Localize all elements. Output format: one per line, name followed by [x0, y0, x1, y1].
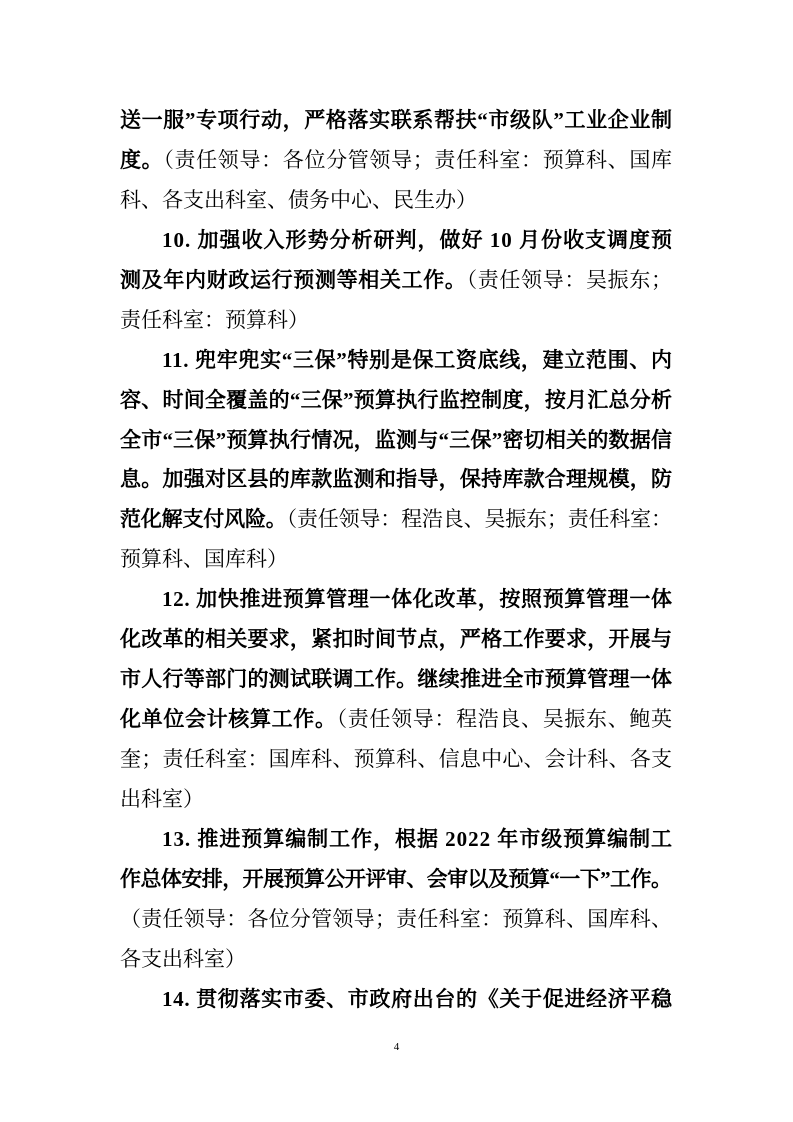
item-10-paragraph [120, 221, 672, 341]
line-content [120, 301, 309, 341]
line-content [162, 341, 673, 381]
line-content [120, 660, 672, 700]
text-line [120, 540, 672, 580]
responsibility-text: 责任科室：预算科） [120, 307, 309, 332]
text-line [120, 261, 672, 301]
text-line [120, 421, 672, 461]
task-text: 息。加强对区县的库款监测和指导，保持库款合理规模，防 [120, 467, 673, 492]
task-text: 10. 加强收入形势分析研判，做好 10 月份收支调度预 [162, 227, 673, 252]
responsibility-text: 预算科、国库科） [120, 547, 288, 572]
task-text: 化改革的相关要求，紧扣时间节点，严格工作要求，开展与 [120, 627, 673, 652]
text-line [120, 700, 672, 740]
text-line [120, 660, 672, 700]
text-line [120, 221, 672, 261]
page-number: 4 [393, 1041, 400, 1053]
task-text: 全市“三保”预算执行情况，监测与“三保”密切相关的数据信 [120, 427, 673, 452]
paragraph-continued [120, 101, 672, 221]
body-text [120, 101, 672, 1020]
responsibility-text: （责任领导：各位分管领导；责任科室：预算科、国库 [163, 147, 673, 172]
responsibility-text: 各支出科室） [120, 946, 246, 971]
text-line [120, 620, 672, 660]
line-content [120, 700, 673, 740]
text-line [120, 940, 672, 980]
task-text: 度。 [120, 147, 164, 172]
task-text: 测及年内财政运行预测等相关工作。 [120, 267, 467, 292]
line-content [120, 381, 672, 421]
task-text: 范化解支付风险。 [120, 507, 287, 532]
text-line [120, 900, 672, 940]
responsibility-text: （责任领导：各位分管领导；责任科室：预算科、国库科、 [120, 906, 673, 931]
line-content [120, 540, 288, 580]
line-content [120, 940, 246, 980]
line-content [162, 580, 673, 620]
task-text: 11. 兜牢兜实“三保”特别是保工资底线，建立范围、内 [162, 347, 673, 372]
text-line [120, 381, 672, 421]
task-text: 容、时间全覆盖的“三保”预算执行监控制度，按月汇总分析 [120, 387, 673, 412]
line-content [162, 820, 673, 860]
task-text: 13. 推进预算编制工作，根据 2022 年市级预算编制工 [162, 826, 673, 851]
text-line [120, 820, 672, 860]
line-content [120, 620, 672, 660]
text-line [120, 101, 672, 141]
task-text: 化单位会计核算工作。 [120, 707, 337, 732]
line-content [120, 421, 672, 461]
responsibility-text: 奎；责任科室：国库科、预算科、信息中心、会计科、各支 [120, 747, 673, 771]
text-line [120, 141, 672, 181]
item-13-paragraph [120, 820, 672, 980]
line-content [120, 900, 672, 940]
line-content [120, 860, 671, 900]
text-line [120, 740, 672, 780]
responsibility-text: （责任领导：程浩良、吴振东、鲍英 [336, 707, 673, 732]
text-line [120, 181, 672, 221]
task-text: 14. 贯彻落实市委、市政府出台的《关于促进经济平稳 [162, 986, 673, 1011]
line-content [120, 261, 673, 301]
text-line [120, 580, 672, 620]
responsibility-text: 科、各支出科室、债务中心、民生办） [120, 187, 477, 212]
responsibility-text: 出科室） [120, 786, 204, 811]
line-content [162, 980, 673, 1020]
text-line [120, 341, 672, 381]
responsibility-text: （责任领导：程浩良、吴振东；责任科室： [286, 507, 672, 532]
task-text: 市人行等部门的测试联调工作。继续推进全市预算管理一体 [120, 667, 673, 692]
text-line [120, 460, 672, 500]
line-content [120, 141, 673, 181]
item-14-paragraph [120, 980, 672, 1020]
item-11-paragraph [120, 341, 672, 581]
text-line [120, 301, 672, 341]
line-content [162, 221, 673, 261]
text-line [120, 980, 672, 1020]
line-content [120, 181, 477, 221]
line-content [120, 780, 204, 820]
line-content [120, 101, 673, 141]
text-line [120, 500, 672, 540]
task-text: 作总体安排，开展预算公开评审、会审以及预算“一下”工作。 [120, 866, 672, 891]
line-content [120, 460, 672, 500]
task-text: 12. 加快推进预算管理一体化改革，按照预算管理一体 [162, 587, 673, 612]
responsibility-text: （责任领导：吴振东； [466, 267, 673, 292]
text-line [120, 860, 672, 900]
item-12-paragraph [120, 580, 672, 820]
line-content [120, 500, 672, 540]
task-text: 送一服”专项行动，严格落实联系帮扶“市级队”工业企业制 [120, 108, 673, 132]
line-content [120, 740, 672, 780]
text-line [120, 780, 672, 820]
